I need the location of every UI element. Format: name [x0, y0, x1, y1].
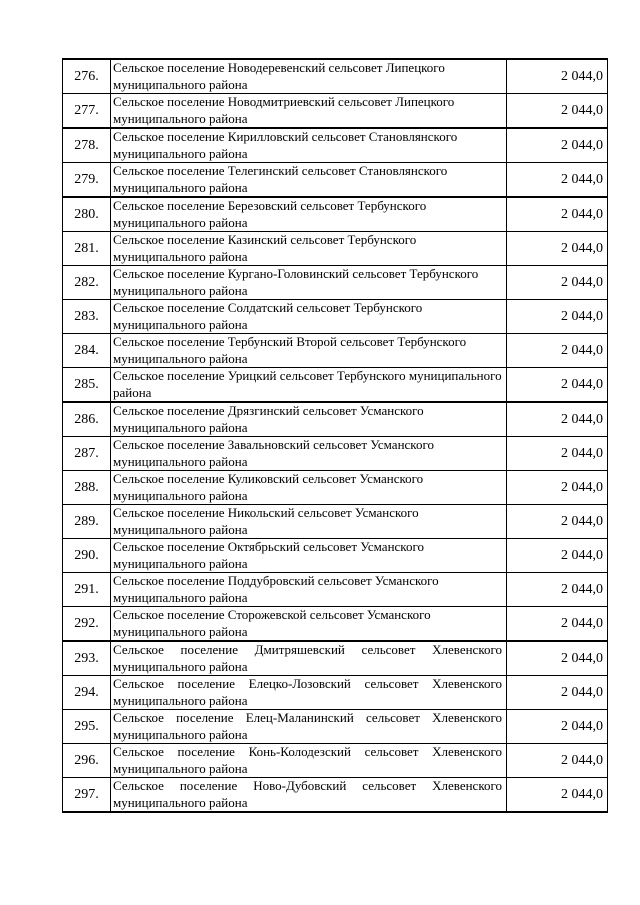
- row-number: 285.: [63, 368, 111, 403]
- amount-value: 2 044,0: [507, 94, 608, 129]
- table-row: [63, 197, 608, 232]
- table-row: [63, 676, 608, 710]
- amount-value: 2 044,0: [507, 573, 608, 607]
- table-row: [63, 94, 608, 129]
- row-number: 281.: [63, 232, 111, 266]
- settlement-name: Сельское поселение Кирилловский сельсовет Становлянского муниципального района: [111, 128, 507, 163]
- table-row: [63, 710, 608, 744]
- row-number: 279.: [63, 163, 111, 198]
- row-number: 296.: [63, 744, 111, 778]
- settlement-name: Сельское поселение Октябрьский сельсовет Усманского муниципального района: [111, 539, 507, 573]
- settlement-name: Сельское поселение Ново-Дубовский сельсовет Хлевенского муниципального района: [111, 778, 507, 813]
- table-row: [63, 641, 608, 676]
- row-number: 295.: [63, 710, 111, 744]
- amount-value: 2 044,0: [507, 128, 608, 163]
- table-row: [63, 128, 608, 163]
- amount-value: 2 044,0: [507, 266, 608, 300]
- row-number: 284.: [63, 334, 111, 368]
- table-row: [63, 402, 608, 437]
- settlement-name: Сельское поселение Елецко-Лозовский сельсовет Хлевенского муниципального района: [111, 676, 507, 710]
- table-row: [63, 539, 608, 573]
- settlement-name: Сельское поселение Новодеревенский сельсовет Липецкого муниципального района: [111, 59, 507, 94]
- row-number: 294.: [63, 676, 111, 710]
- amount-value: 2 044,0: [507, 437, 608, 471]
- settlement-name: Сельское поселение Никольский сельсовет Усманского муниципального района: [111, 505, 507, 539]
- settlement-name: Сельское поселение Тербунский Второй сельсовет Тербунского муниципального района: [111, 334, 507, 368]
- settlement-name: Сельское поселение Завальновский сельсовет Усманского муниципального района: [111, 437, 507, 471]
- row-number: 288.: [63, 471, 111, 505]
- table-row: [63, 163, 608, 198]
- settlement-name: Сельское поселение Конь-Колодезский сельсовет Хлевенского муниципального района: [111, 744, 507, 778]
- amount-value: 2 044,0: [507, 59, 608, 94]
- settlement-name: Сельское поселение Березовский сельсовет Тербунского муниципального района: [111, 197, 507, 232]
- table-row: [63, 778, 608, 813]
- row-number: 280.: [63, 197, 111, 232]
- row-number: 287.: [63, 437, 111, 471]
- table-row: [63, 232, 608, 266]
- row-number: 282.: [63, 266, 111, 300]
- amount-value: 2 044,0: [507, 744, 608, 778]
- settlement-name: Сельское поселение Куликовский сельсовет Усманского муниципального района: [111, 471, 507, 505]
- table-row: [63, 266, 608, 300]
- amount-value: 2 044,0: [507, 641, 608, 676]
- amount-value: 2 044,0: [507, 607, 608, 642]
- settlement-name: Сельское поселение Дрязгинский сельсовет Усманского муниципального района: [111, 402, 507, 437]
- table-row: [63, 437, 608, 471]
- row-number: 291.: [63, 573, 111, 607]
- table-row: [63, 573, 608, 607]
- settlement-name: Сельское поселение Дмитряшевский сельсовет Хлевенского муниципального района: [111, 641, 507, 676]
- settlement-name: Сельское поселение Кургано-Головинский сельсовет Тербунского муниципального района: [111, 266, 507, 300]
- row-number: 278.: [63, 128, 111, 163]
- row-number: 293.: [63, 641, 111, 676]
- row-number: 277.: [63, 94, 111, 129]
- settlement-name: Сельское поселение Новодмитриевский сельсовет Липецкого муниципального района: [111, 94, 507, 129]
- amount-value: 2 044,0: [507, 710, 608, 744]
- row-number: 297.: [63, 778, 111, 813]
- table-row: [63, 505, 608, 539]
- row-number: 289.: [63, 505, 111, 539]
- row-number: 276.: [63, 59, 111, 94]
- table-row: [63, 59, 608, 94]
- settlement-name: Сельское поселение Сторожевской сельсовет Усманского муниципального района: [111, 607, 507, 642]
- row-number: 283.: [63, 300, 111, 334]
- table-row: [63, 607, 608, 642]
- amount-value: 2 044,0: [507, 778, 608, 813]
- table-row: [63, 744, 608, 778]
- amount-value: 2 044,0: [507, 402, 608, 437]
- settlement-name: Сельское поселение Телегинский сельсовет Становлянского муниципального района: [111, 163, 507, 198]
- table-row: [63, 368, 608, 403]
- amount-value: 2 044,0: [507, 505, 608, 539]
- amount-value: 2 044,0: [507, 471, 608, 505]
- settlement-name: Сельское поселение Елец-Маланинский сельсовет Хлевенского муниципального района: [111, 710, 507, 744]
- settlements-table-body: [63, 59, 608, 812]
- amount-value: 2 044,0: [507, 368, 608, 403]
- amount-value: 2 044,0: [507, 197, 608, 232]
- row-number: 292.: [63, 607, 111, 642]
- amount-value: 2 044,0: [507, 539, 608, 573]
- settlements-table: [62, 58, 608, 813]
- amount-value: 2 044,0: [507, 163, 608, 198]
- table-row: [63, 334, 608, 368]
- amount-value: 2 044,0: [507, 232, 608, 266]
- amount-value: 2 044,0: [507, 676, 608, 710]
- table-row: [63, 471, 608, 505]
- settlement-name: Сельское поселение Солдатский сельсовет Тербунского муниципального района: [111, 300, 507, 334]
- amount-value: 2 044,0: [507, 334, 608, 368]
- amount-value: 2 044,0: [507, 300, 608, 334]
- row-number: 286.: [63, 402, 111, 437]
- settlement-name: Сельское поселение Казинский сельсовет Тербунского муниципального района: [111, 232, 507, 266]
- settlement-name: Сельское поселение Урицкий сельсовет Тербунского муниципального района: [111, 368, 507, 403]
- settlement-name: Сельское поселение Поддубровский сельсовет Усманского муниципального района: [111, 573, 507, 607]
- row-number: 290.: [63, 539, 111, 573]
- table-row: [63, 300, 608, 334]
